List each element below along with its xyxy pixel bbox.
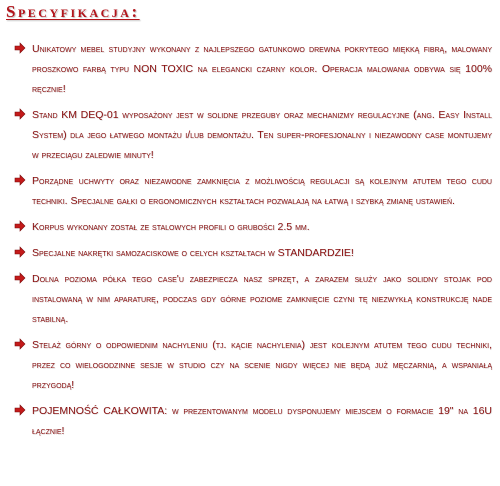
arrow-right-icon bbox=[14, 272, 26, 284]
list-item bbox=[14, 401, 492, 441]
list-item-text: Stand KM DEQ-01 wyposażony jest w solidne przeguby oraz mechanizmy regulacyjne (ang. Easy Install System) dla jego łatwego montażu i/lub demontażu. Ten super-profesjonalny i niezawodny case montujemy w przeciągu zaledwie minuty! bbox=[32, 109, 492, 161]
list-item bbox=[14, 269, 492, 329]
arrow-right-icon bbox=[14, 108, 26, 120]
list-item bbox=[14, 105, 492, 165]
list-item-text: Unikatowy mebel studyjny wykonany z najlepszego gatunkowo drewna pokrytego miękką fibrą, malowany proszkowo farbą typu NON TOXIC na elegancki czarny kolor. Operacja malowania odbywa się 100% ręcznie! bbox=[32, 43, 492, 95]
spec-list bbox=[14, 39, 492, 447]
list-item-text: Dolna pozioma półka tego case'u zabezpiecza nasz sprzęt, a zarazem służy jako solidny stojak pod instalowaną w nim aparaturę, podczas gdy górne poziome zamknięcie czyni tę niezwykłą konstrukcję nade stabilną. bbox=[32, 273, 492, 325]
list-item-text: Porządne uchwyty oraz niezawodne zamknięcia z możliwością regulacji są kolejnym atutem tego cudu techniki. Specjalne gałki o ergonomicznych kształtach pozwalają na łatwą i szybką zmianę ustawień. bbox=[32, 175, 492, 207]
list-item bbox=[14, 171, 492, 211]
list-item bbox=[14, 217, 492, 237]
list-item-text: Stelaż górny o odpowiednim nachyleniu (tj. kącie nachylenia) jest kolejnym atutem tego cudu techniki, przez co wielogodzinne sesje w studio czy na scenie nigdy więcej nie będą już męczarnią, a wspaniałą przygodą! bbox=[32, 339, 492, 391]
arrow-right-icon bbox=[14, 42, 26, 54]
arrow-right-icon bbox=[14, 338, 26, 350]
arrow-right-icon bbox=[14, 220, 26, 232]
section-title: Specyfikacja: bbox=[6, 2, 140, 21]
list-item bbox=[14, 335, 492, 395]
list-item-text: Korpus wykonany został ze stalowych profili o grubości 2.5 mm. bbox=[32, 221, 310, 233]
arrow-right-icon bbox=[14, 404, 26, 416]
list-item bbox=[14, 39, 492, 99]
list-item-text: POJEMNOŚĆ CAŁKOWITA: w prezentowanym modelu dysponujemy miejscem o formacie 19" na 16U łącznie! bbox=[32, 405, 492, 437]
arrow-right-icon bbox=[14, 246, 26, 258]
list-item-text: Specjalne nakrętki samozaciskowe o celych kształtach w STANDARDZIE! bbox=[32, 247, 354, 259]
arrow-right-icon bbox=[14, 174, 26, 186]
list-item bbox=[14, 243, 492, 263]
